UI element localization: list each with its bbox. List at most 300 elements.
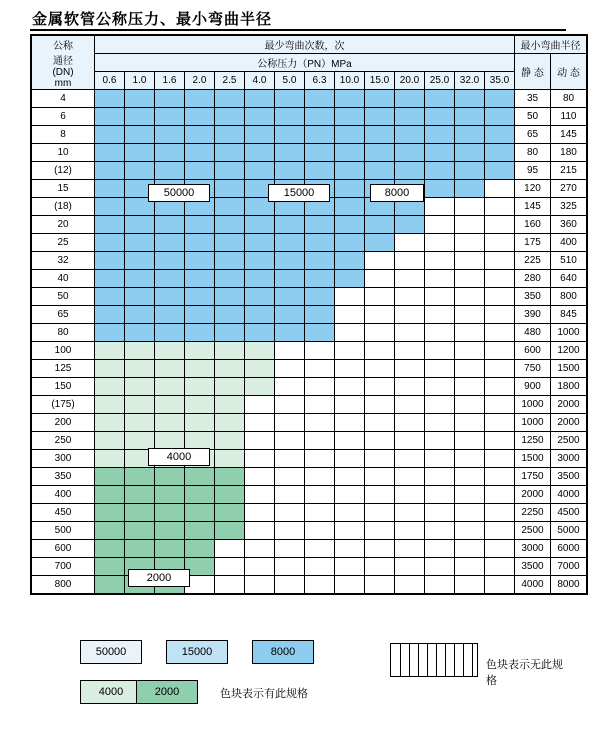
- grid-cell-r25-c5: [245, 540, 275, 558]
- dn-cell: 300: [32, 450, 95, 468]
- grid-cell-r10-c0: [95, 270, 125, 288]
- grid-cell-r23-c0: [95, 504, 125, 522]
- grid-cell-r21-c0: [95, 468, 125, 486]
- grid-cell-r13-c0: [95, 324, 125, 342]
- grid-cell-r21-c11: [425, 468, 455, 486]
- radius-static-cell: 65: [515, 126, 551, 144]
- dn-cell: (12): [32, 162, 95, 180]
- header-row-1: [32, 36, 587, 54]
- grid-cell-r8-c4: [215, 234, 245, 252]
- grid-cell-r27-c12: [455, 576, 485, 594]
- grid-cell-r19-c9: [365, 432, 395, 450]
- grid-cell-r22-c13: [485, 486, 515, 504]
- radius-dynamic-header: 动 态: [551, 54, 587, 90]
- table-row: [32, 576, 587, 594]
- grid-cell-r24-c9: [365, 522, 395, 540]
- grid-cell-r6-c8: [335, 198, 365, 216]
- grid-cell-r16-c3: [185, 378, 215, 396]
- table-row: [32, 558, 587, 576]
- dn-cell: 6: [32, 108, 95, 126]
- grid-cell-r8-c3: [185, 234, 215, 252]
- grid-cell-r14-c12: [455, 342, 485, 360]
- grid-cell-r25-c11: [425, 540, 455, 558]
- grid-cell-r10-c2: [155, 270, 185, 288]
- radius-dynamic-cell: 180: [551, 144, 587, 162]
- table-row: [32, 306, 587, 324]
- grid-cell-r24-c2: [155, 522, 185, 540]
- pn-header-2: 1.6: [155, 72, 185, 90]
- grid-cell-r3-c6: [275, 144, 305, 162]
- grid-cell-r7-c0: [95, 216, 125, 234]
- grid-cell-r26-c7: [305, 558, 335, 576]
- grid-cell-r2-c1: [125, 126, 155, 144]
- grid-cell-r18-c0: [95, 414, 125, 432]
- grid-cell-r18-c9: [365, 414, 395, 432]
- grid-cell-r15-c12: [455, 360, 485, 378]
- radius-dynamic-cell: 2500: [551, 432, 587, 450]
- grid-cell-r12-c4: [215, 306, 245, 324]
- table-row: [32, 396, 587, 414]
- grid-cell-r13-c4: [215, 324, 245, 342]
- grid-cell-r16-c6: [275, 378, 305, 396]
- radius-static-cell: 750: [515, 360, 551, 378]
- table-row: [32, 450, 587, 468]
- grid-cell-r21-c8: [335, 468, 365, 486]
- radius-dynamic-cell: 1500: [551, 360, 587, 378]
- grid-cell-r24-c8: [335, 522, 365, 540]
- dn-header-line-4: mm: [54, 77, 72, 89]
- grid-cell-r11-c1: [125, 288, 155, 306]
- grid-cell-r14-c0: [95, 342, 125, 360]
- grid-cell-r15-c8: [335, 360, 365, 378]
- grid-cell-r15-c3: [185, 360, 215, 378]
- grid-cell-r18-c6: [275, 414, 305, 432]
- grid-cell-r3-c0: [95, 144, 125, 162]
- radius-static-cell: 3000: [515, 540, 551, 558]
- grid-cell-r24-c6: [275, 522, 305, 540]
- grid-cell-r13-c6: [275, 324, 305, 342]
- grid-cell-r15-c1: [125, 360, 155, 378]
- grid-cell-r10-c9: [365, 270, 395, 288]
- grid-cell-r11-c9: [365, 288, 395, 306]
- pn-header-0: 0.6: [95, 72, 125, 90]
- grid-cell-r10-c10: [395, 270, 425, 288]
- grid-cell-r7-c5: [245, 216, 275, 234]
- grid-cell-r1-c5: [245, 108, 275, 126]
- radius-static-cell: 50: [515, 108, 551, 126]
- grid-cell-r23-c1: [125, 504, 155, 522]
- radius-static-header: 静 态: [515, 54, 551, 90]
- radius-dynamic-cell: 4000: [551, 486, 587, 504]
- radius-static-cell: 160: [515, 216, 551, 234]
- grid-cell-r3-c9: [365, 144, 395, 162]
- grid-cell-r11-c7: [305, 288, 335, 306]
- grid-cell-r19-c10: [395, 432, 425, 450]
- grid-cell-r24-c7: [305, 522, 335, 540]
- grid-cell-r10-c1: [125, 270, 155, 288]
- grid-cell-r21-c2: [155, 468, 185, 486]
- grid-cell-r14-c8: [335, 342, 365, 360]
- grid-cell-r4-c12: [455, 162, 485, 180]
- grid-cell-r24-c1: [125, 522, 155, 540]
- grid-cell-r7-c9: [365, 216, 395, 234]
- grid-cell-r24-c0: [95, 522, 125, 540]
- grid-cell-r12-c6: [275, 306, 305, 324]
- spec-table-wrapper: [30, 34, 588, 595]
- legend-hatch-swatch: [390, 643, 478, 677]
- dn-header-line-3: (DN): [52, 66, 74, 78]
- grid-cell-r13-c7: [305, 324, 335, 342]
- grid-cell-r16-c4: [215, 378, 245, 396]
- grid-cell-r17-c8: [335, 396, 365, 414]
- grid-cell-r0-c3: [185, 90, 215, 108]
- grid-cell-r11-c12: [455, 288, 485, 306]
- radius-dynamic-cell: 1800: [551, 378, 587, 396]
- grid-cell-r15-c11: [425, 360, 455, 378]
- radius-dynamic-cell: 640: [551, 270, 587, 288]
- dn-cell: 10: [32, 144, 95, 162]
- radius-dynamic-cell: 1000: [551, 324, 587, 342]
- grid-cell-r22-c2: [155, 486, 185, 504]
- grid-cell-r20-c11: [425, 450, 455, 468]
- grid-cell-r9-c12: [455, 252, 485, 270]
- dn-cell: 150: [32, 378, 95, 396]
- grid-cell-r19-c13: [485, 432, 515, 450]
- pn-header-5: 4.0: [245, 72, 275, 90]
- radius-static-cell: 600: [515, 342, 551, 360]
- grid-cell-r19-c4: [215, 432, 245, 450]
- radius-dynamic-cell: 6000: [551, 540, 587, 558]
- grid-cell-r2-c10: [395, 126, 425, 144]
- grid-cell-r22-c1: [125, 486, 155, 504]
- grid-cell-r24-c12: [455, 522, 485, 540]
- grid-cell-r11-c8: [335, 288, 365, 306]
- grid-cell-r26-c11: [425, 558, 455, 576]
- grid-cell-r18-c1: [125, 414, 155, 432]
- grid-cell-r8-c13: [485, 234, 515, 252]
- grid-cell-r24-c11: [425, 522, 455, 540]
- grid-cell-r12-c8: [335, 306, 365, 324]
- dn-cell: 800: [32, 576, 95, 594]
- grid-cell-r1-c13: [485, 108, 515, 126]
- table-row: [32, 468, 587, 486]
- grid-cell-r7-c11: [425, 216, 455, 234]
- grid-cell-r17-c6: [275, 396, 305, 414]
- grid-cell-r4-c3: [185, 162, 215, 180]
- grid-cell-r19-c2: [155, 432, 185, 450]
- dn-cell: 125: [32, 360, 95, 378]
- bend-radius-header: 最小弯曲半径: [515, 36, 587, 54]
- grid-cell-r0-c5: [245, 90, 275, 108]
- grid-cell-r9-c8: [335, 252, 365, 270]
- grid-cell-r10-c12: [455, 270, 485, 288]
- table-row: [32, 216, 587, 234]
- radius-dynamic-cell: 7000: [551, 558, 587, 576]
- dn-cell: 400: [32, 486, 95, 504]
- grid-cell-r21-c9: [365, 468, 395, 486]
- grid-cell-r8-c2: [155, 234, 185, 252]
- grid-cell-r17-c12: [455, 396, 485, 414]
- grid-cell-r7-c8: [335, 216, 365, 234]
- grid-cell-r0-c1: [125, 90, 155, 108]
- grid-cell-r23-c6: [275, 504, 305, 522]
- grid-cell-r15-c9: [365, 360, 395, 378]
- pressure-header: 公称压力（PN）MPa: [95, 54, 515, 72]
- grid-cell-r19-c11: [425, 432, 455, 450]
- grid-cell-r25-c8: [335, 540, 365, 558]
- grid-cell-r3-c12: [455, 144, 485, 162]
- grid-cell-r25-c0: [95, 540, 125, 558]
- radius-static-cell: 35: [515, 90, 551, 108]
- dn-cell: 80: [32, 324, 95, 342]
- dn-cell: 40: [32, 270, 95, 288]
- grid-cell-r1-c8: [335, 108, 365, 126]
- chart-label-8000: 8000: [370, 184, 424, 202]
- table-body: [32, 90, 587, 594]
- grid-cell-r14-c1: [125, 342, 155, 360]
- grid-cell-r2-c13: [485, 126, 515, 144]
- grid-cell-r22-c0: [95, 486, 125, 504]
- grid-cell-r9-c9: [365, 252, 395, 270]
- hatch-line: [454, 644, 455, 676]
- grid-cell-r16-c11: [425, 378, 455, 396]
- grid-cell-r24-c13: [485, 522, 515, 540]
- grid-cell-r9-c6: [275, 252, 305, 270]
- grid-cell-r14-c4: [215, 342, 245, 360]
- radius-dynamic-cell: 3500: [551, 468, 587, 486]
- grid-cell-r11-c10: [395, 288, 425, 306]
- grid-cell-r11-c6: [275, 288, 305, 306]
- grid-cell-r24-c10: [395, 522, 425, 540]
- grid-cell-r27-c7: [305, 576, 335, 594]
- grid-cell-r5-c8: [335, 180, 365, 198]
- grid-cell-r18-c3: [185, 414, 215, 432]
- grid-cell-r22-c4: [215, 486, 245, 504]
- grid-cell-r4-c2: [155, 162, 185, 180]
- radius-static-cell: 175: [515, 234, 551, 252]
- pn-header-1: 1.0: [125, 72, 155, 90]
- legend-hatch-note: 色块表示无此规格: [486, 658, 563, 687]
- grid-cell-r20-c13: [485, 450, 515, 468]
- pn-header-3: 2.0: [185, 72, 215, 90]
- grid-cell-r17-c5: [245, 396, 275, 414]
- grid-cell-r13-c2: [155, 324, 185, 342]
- grid-cell-r15-c4: [215, 360, 245, 378]
- grid-cell-r11-c13: [485, 288, 515, 306]
- grid-cell-r1-c0: [95, 108, 125, 126]
- grid-cell-r12-c10: [395, 306, 425, 324]
- table-head: [32, 36, 587, 90]
- grid-cell-r25-c2: [155, 540, 185, 558]
- radius-static-cell: 1500: [515, 450, 551, 468]
- header-row-3-pn: [32, 72, 587, 90]
- dn-cell: 4: [32, 90, 95, 108]
- table-row: [32, 342, 587, 360]
- grid-cell-r16-c2: [155, 378, 185, 396]
- table-row: [32, 522, 587, 540]
- grid-cell-r4-c6: [275, 162, 305, 180]
- grid-cell-r25-c13: [485, 540, 515, 558]
- legend: [30, 637, 570, 717]
- grid-cell-r12-c9: [365, 306, 395, 324]
- grid-cell-r12-c13: [485, 306, 515, 324]
- grid-cell-r14-c11: [425, 342, 455, 360]
- grid-cell-r12-c11: [425, 306, 455, 324]
- grid-cell-r8-c8: [335, 234, 365, 252]
- radius-static-cell: 350: [515, 288, 551, 306]
- grid-cell-r16-c9: [365, 378, 395, 396]
- radius-static-cell: 1750: [515, 468, 551, 486]
- grid-cell-r20-c8: [335, 450, 365, 468]
- grid-cell-r7-c2: [155, 216, 185, 234]
- grid-cell-r20-c9: [365, 450, 395, 468]
- grid-cell-r10-c3: [185, 270, 215, 288]
- radius-dynamic-cell: 2000: [551, 414, 587, 432]
- grid-cell-r25-c3: [185, 540, 215, 558]
- grid-cell-r23-c4: [215, 504, 245, 522]
- grid-cell-r8-c10: [395, 234, 425, 252]
- grid-cell-r27-c8: [335, 576, 365, 594]
- grid-cell-r20-c5: [245, 450, 275, 468]
- radius-static-cell: 2500: [515, 522, 551, 540]
- grid-cell-r6-c13: [485, 198, 515, 216]
- grid-cell-r25-c6: [275, 540, 305, 558]
- grid-cell-r3-c2: [155, 144, 185, 162]
- table-row: [32, 288, 587, 306]
- grid-cell-r7-c4: [215, 216, 245, 234]
- grid-cell-r5-c4: [215, 180, 245, 198]
- grid-cell-r18-c8: [335, 414, 365, 432]
- table-row: [32, 540, 587, 558]
- radius-static-cell: 2250: [515, 504, 551, 522]
- radius-dynamic-cell: 5000: [551, 522, 587, 540]
- dn-cell: 100: [32, 342, 95, 360]
- hatch-line: [400, 644, 401, 676]
- pn-header-13: 35.0: [485, 72, 515, 90]
- grid-cell-r13-c9: [365, 324, 395, 342]
- grid-cell-r27-c5: [245, 576, 275, 594]
- title-rule: [30, 29, 566, 31]
- grid-cell-r24-c3: [185, 522, 215, 540]
- grid-cell-r18-c2: [155, 414, 185, 432]
- grid-cell-r4-c9: [365, 162, 395, 180]
- grid-cell-r4-c0: [95, 162, 125, 180]
- grid-cell-r17-c4: [215, 396, 245, 414]
- grid-cell-r8-c0: [95, 234, 125, 252]
- grid-cell-r22-c8: [335, 486, 365, 504]
- grid-cell-r17-c9: [365, 396, 395, 414]
- grid-cell-r6-c12: [455, 198, 485, 216]
- table-row: [32, 252, 587, 270]
- dn-header-line-2: 通径: [53, 55, 73, 67]
- grid-cell-r10-c6: [275, 270, 305, 288]
- grid-cell-r9-c13: [485, 252, 515, 270]
- spec-table: [31, 35, 587, 594]
- grid-cell-r16-c12: [455, 378, 485, 396]
- pn-header-7: 6.3: [305, 72, 335, 90]
- grid-cell-r16-c10: [395, 378, 425, 396]
- grid-cell-r4-c10: [395, 162, 425, 180]
- grid-cell-r7-c6: [275, 216, 305, 234]
- grid-cell-r3-c11: [425, 144, 455, 162]
- grid-cell-r9-c7: [305, 252, 335, 270]
- grid-cell-r26-c0: [95, 558, 125, 576]
- hatch-line: [436, 644, 437, 676]
- grid-cell-r12-c12: [455, 306, 485, 324]
- grid-cell-r12-c7: [305, 306, 335, 324]
- grid-cell-r19-c6: [275, 432, 305, 450]
- radius-dynamic-cell: 270: [551, 180, 587, 198]
- dn-cell: (175): [32, 396, 95, 414]
- grid-cell-r23-c12: [455, 504, 485, 522]
- grid-cell-r11-c11: [425, 288, 455, 306]
- grid-cell-r3-c1: [125, 144, 155, 162]
- chart-label-4000: 4000: [148, 448, 210, 466]
- header-row-2: [32, 54, 587, 72]
- grid-cell-r20-c4: [215, 450, 245, 468]
- grid-cell-r18-c4: [215, 414, 245, 432]
- grid-cell-r11-c0: [95, 288, 125, 306]
- grid-cell-r13-c3: [185, 324, 215, 342]
- grid-cell-r7-c7: [305, 216, 335, 234]
- grid-cell-r7-c13: [485, 216, 515, 234]
- grid-cell-r10-c11: [425, 270, 455, 288]
- grid-cell-r25-c10: [395, 540, 425, 558]
- table-row: [32, 504, 587, 522]
- dn-cell: 32: [32, 252, 95, 270]
- bend-count-header: 最少弯曲次数，次: [95, 36, 515, 54]
- legend-box-8000: 8000: [252, 640, 314, 664]
- radius-dynamic-cell: 510: [551, 252, 587, 270]
- radius-dynamic-cell: 4500: [551, 504, 587, 522]
- grid-cell-r6-c11: [425, 198, 455, 216]
- radius-static-cell: 80: [515, 144, 551, 162]
- grid-cell-r2-c11: [425, 126, 455, 144]
- grid-cell-r5-c12: [455, 180, 485, 198]
- grid-cell-r26-c12: [455, 558, 485, 576]
- dn-cell: 50: [32, 288, 95, 306]
- grid-cell-r0-c8: [335, 90, 365, 108]
- grid-cell-r4-c8: [335, 162, 365, 180]
- grid-cell-r14-c10: [395, 342, 425, 360]
- grid-cell-r15-c7: [305, 360, 335, 378]
- table-row: [32, 324, 587, 342]
- chart-label-15000: 15000: [268, 184, 330, 202]
- radius-static-cell: 480: [515, 324, 551, 342]
- radius-dynamic-cell: 215: [551, 162, 587, 180]
- grid-cell-r3-c4: [215, 144, 245, 162]
- grid-cell-r19-c3: [185, 432, 215, 450]
- grid-cell-r22-c6: [275, 486, 305, 504]
- grid-cell-r15-c2: [155, 360, 185, 378]
- grid-cell-r19-c12: [455, 432, 485, 450]
- grid-cell-r3-c7: [305, 144, 335, 162]
- grid-cell-r27-c11: [425, 576, 455, 594]
- grid-cell-r26-c6: [275, 558, 305, 576]
- grid-cell-r23-c7: [305, 504, 335, 522]
- grid-cell-r25-c9: [365, 540, 395, 558]
- table-row: [32, 432, 587, 450]
- grid-cell-r21-c12: [455, 468, 485, 486]
- table-row: [32, 144, 587, 162]
- grid-cell-r14-c2: [155, 342, 185, 360]
- grid-cell-r11-c3: [185, 288, 215, 306]
- grid-cell-r22-c7: [305, 486, 335, 504]
- radius-dynamic-cell: 110: [551, 108, 587, 126]
- dn-cell: 600: [32, 540, 95, 558]
- grid-cell-r6-c0: [95, 198, 125, 216]
- grid-cell-r6-c4: [215, 198, 245, 216]
